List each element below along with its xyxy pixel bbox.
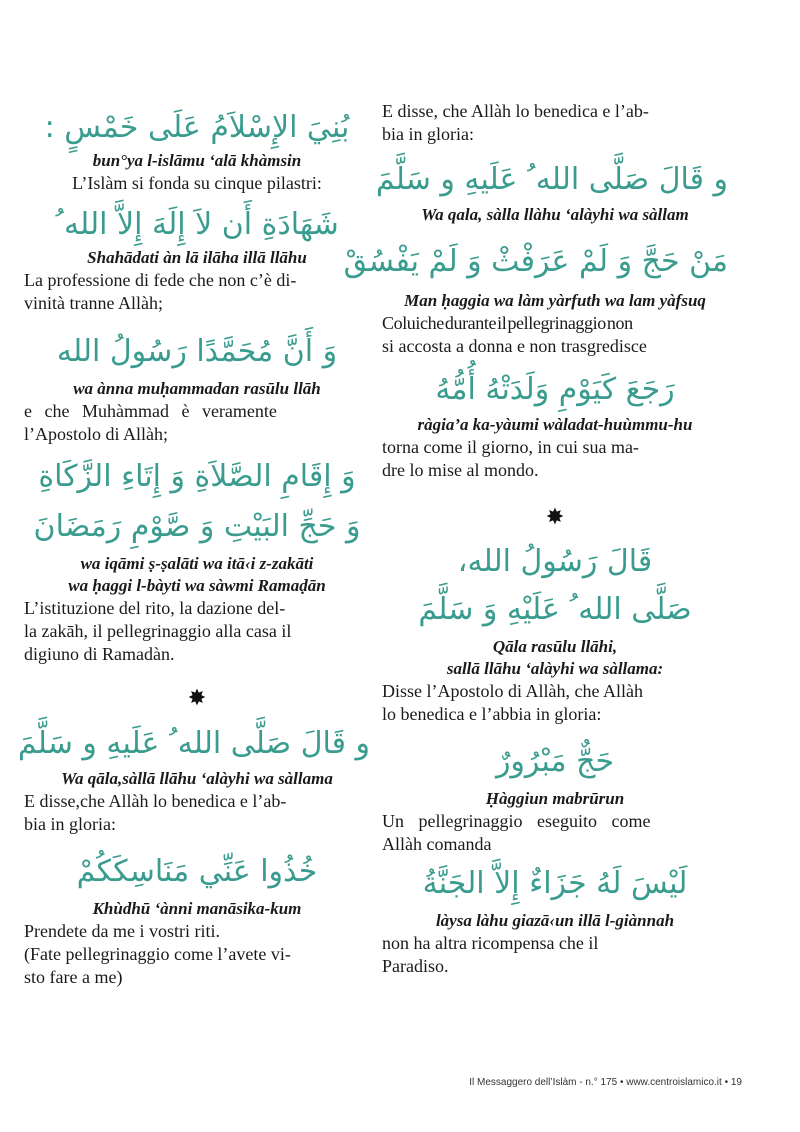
translation <box>382 810 728 856</box>
salla-block <box>17 722 370 836</box>
translation <box>24 597 370 666</box>
transliteration: Wa qala, sàlla llàhu ‘alàyhi wa sàllam <box>421 205 689 224</box>
arabic-verse: قَالَ رَسُولُ الله، <box>457 544 653 579</box>
arabic-verse: وَ حَجِّ البَيْتِ وَ صَّوْمِ رَمَضَانَ <box>33 509 361 544</box>
qala-rasul-block <box>382 540 728 726</box>
arabic-verse: حَجٌّ مَبْرُورٌ <box>495 744 615 779</box>
text-line: lo benedica e l’abbia in gloria: <box>382 704 602 724</box>
text-line: (Fate pellegrinaggio come l’avete vi- <box>24 944 291 964</box>
transliteration: ràgia’a ka-yàumi wàladat-huùmmu-hu <box>417 415 693 434</box>
rites-block <box>24 455 370 666</box>
arabic-verse: صَلَّى الله ُ عَلَيْهِ وَ سَلَّمَ <box>418 592 692 627</box>
page-footer: Il Messaggero dell’Islàm - n.° 175 • www.centroislamico.it • 19 <box>469 1077 742 1088</box>
transliteration: Ḥàggiun mabrūrun <box>485 789 625 808</box>
text-line: Prendete da me i vostri riti. <box>24 921 220 941</box>
khudhu-block <box>24 850 370 989</box>
laysa-block <box>382 862 728 978</box>
translation <box>24 400 370 446</box>
text-line: dre lo mise al mondo. <box>382 460 539 480</box>
qala-block <box>375 158 728 226</box>
text-line: digiuno di Ramadàn. <box>24 644 175 664</box>
text-line: torna come il giorno, in cui sua ma- <box>382 437 639 457</box>
text-line: l’Apostolo di Allàh; <box>24 424 168 444</box>
text-line: vinità tranne Allàh; <box>24 293 163 313</box>
arabic-verse: و قَالَ صَلَّى الله ُ عَلَيهِ و سَلَّمَ <box>375 162 728 197</box>
transliteration: wa iqāmi ṣ-ṣalāti wa itā‹i z-zakāti <box>80 554 314 573</box>
translation <box>24 920 370 989</box>
text-line: L’istituzione del rito, la dazione del- <box>24 598 286 618</box>
transliteration: bun°ya l-islāmu ‘alā khàmsin <box>92 151 302 170</box>
text-line: Coluiche durante il pellegrinaggio non <box>382 313 633 333</box>
text-line: non ha altra ricompensa che il <box>382 933 599 953</box>
transliteration: Khùdhū ‘ànni manāsika-kum <box>92 899 302 918</box>
shahada-block <box>24 203 370 315</box>
arabic-verse: خُذُوا عَنِّي مَنَاسِكَكُمْ <box>76 854 318 889</box>
arabic-verse: وَ أَنَّ مُحَمَّدًا رَسُولُ الله <box>56 334 338 369</box>
hajjun-block <box>382 740 728 856</box>
arabic-verse: رَجَعَ كَيَوْمِ وَلَدَتْهُ أُمُّهُ <box>435 372 675 407</box>
arabic-verse: بُنِيَ الإِسْلاَمُ عَلَى خَمْسٍ : <box>44 110 350 145</box>
text-line: bia in gloria: <box>382 124 474 144</box>
transliteration: Man ḥaggia wa làm yàrfuth wa lam yàfsuq <box>404 291 706 310</box>
pillars-block <box>24 106 370 195</box>
rajaa-block <box>382 368 728 482</box>
man-hajja-block <box>343 240 728 358</box>
translation <box>382 312 728 358</box>
translation <box>24 790 370 836</box>
arabic-verse: وَ إِقَامِ الصَّلاَةِ وَ إِتَاءِ الزَّكَاةِ <box>38 459 356 494</box>
translation <box>382 436 728 482</box>
translation <box>24 269 370 315</box>
transliteration: Shahādati àn lā ilāha illā llāhu <box>87 248 307 267</box>
text-line: Disse l’Apostolo di Allàh, che Allàh <box>382 681 643 701</box>
transliteration: wa ḥaggi l-bàyti wa sàwmi Ramaḍān <box>68 576 326 595</box>
transliteration: làysa làhu giazā‹un illā l-giànnah <box>435 911 675 930</box>
translation <box>382 100 728 146</box>
separator-star: ✸ <box>187 685 207 710</box>
text-line: E disse,che Allàh lo benedica e l’ab- <box>24 791 287 811</box>
text-line: si accosta a donna e non trasgredisce <box>382 336 647 356</box>
arabic-verse: لَيْسَ لَهُ جَزَاءٌ إِلاَّ الجَنَّةُ <box>422 866 688 901</box>
text-line: E disse, che Allàh lo benedica e l’ab- <box>382 101 649 121</box>
text-line: e che Muhàmmad è veramente <box>24 401 277 421</box>
text-line: Un pellegrinaggio eseguito come <box>382 811 651 831</box>
arabic-verse: شَهَادَةِ أَن لاَ إِلَهَ إِلاَّ الله ُ <box>55 207 339 242</box>
translation <box>382 932 728 978</box>
arabic-verse: مَنْ حَجَّ وَ لَمْ عَرَفْثْ وَ لَمْ يَفْسُقْ <box>343 244 728 279</box>
text-line: la zakāh, il pellegrinaggio alla casa il <box>24 621 292 641</box>
translation: L’Islàm si fonda su cinque pilastri: <box>72 173 322 193</box>
text-line: sto fare a me) <box>24 967 123 987</box>
intro-block <box>382 100 728 146</box>
transliteration: Wa qāla,sàllā llāhu ‘alàyhi wa sàllama <box>61 769 333 788</box>
text-line: Allàh comanda <box>382 834 492 854</box>
text-line: La professione di fede che non c’è di- <box>24 270 297 290</box>
arabic-verse: و قَالَ صَلَّى الله ُ عَلَيهِ و سَلَّمَ <box>17 726 370 761</box>
transliteration: sallā llāhu ‘alàyhi wa sàllama: <box>446 659 664 678</box>
text-line: bia in gloria: <box>24 814 116 834</box>
text-line: Paradiso. <box>382 956 449 976</box>
separator-star: ✸ <box>545 504 565 529</box>
muhammad-block <box>24 330 370 446</box>
transliteration: Qāla rasūlu llāhi, <box>492 637 618 656</box>
transliteration: wa ànna muḥammadan rasūlu llāh <box>73 379 321 398</box>
translation <box>382 680 728 726</box>
